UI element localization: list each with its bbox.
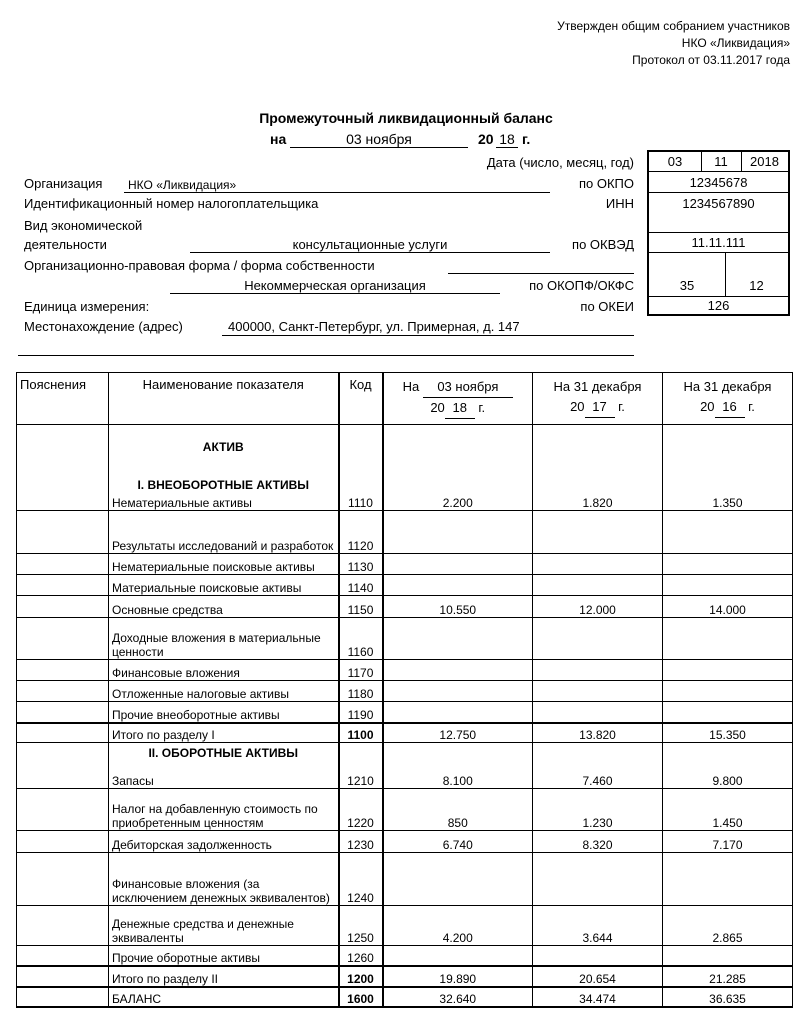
inn-short-label: ИНН [605,196,634,211]
row-value-3 [663,660,793,681]
table-row [17,511,793,554]
section-2: II. ОБОРОТНЫЕ АКТИВЫ [148,746,299,760]
row-name: Отложенные налоговые активы [109,681,339,702]
form-value: Некоммерческая организация [244,278,426,293]
row-code: 1230 [339,831,383,853]
address-label: Местонахождение (адрес) [24,319,183,334]
row-value-2 [533,702,663,723]
inn-label: Идентификационный номер налогоплательщика [24,196,319,211]
org-label: Организация [24,176,103,191]
table-row [17,554,793,575]
row-value-3: 15.350 [663,723,793,743]
row-name: БАЛАНС [109,987,339,1007]
row-name: Запасы [112,774,154,788]
table-row [17,743,793,789]
code-inn: 1234567890 [682,196,755,211]
row-value-1: 10.550 [383,596,533,618]
table-row [17,853,793,906]
row-code: 1220 [339,789,383,831]
row-value-2 [533,618,663,660]
code-date-day: 03 [667,154,683,169]
row-value-3: 7.170 [663,831,793,853]
code-okfs: 12 [749,278,764,293]
row-name: Прочие оборотные активы [109,946,339,966]
row-value-1: 8.100 [383,743,533,789]
row-name: Основные средства [109,596,339,618]
date-day-month: 03 ноября [290,131,468,148]
row-value-1: 32.640 [383,987,533,1007]
section-1: I. ВНЕОБОРОТНЫЕ АКТИВЫ [137,478,310,492]
row-value-3: 36.635 [663,987,793,1007]
row-code: 1180 [339,681,383,702]
approval-line-1: Утвержден общим собранием участников [557,19,790,33]
code-okpo: 12345678 [689,174,748,190]
row-value-2: 3.644 [533,906,663,946]
okopf-label: по ОКОПФ/ОКФС [529,278,634,293]
row-value-1: 12.750 [383,723,533,743]
row-value-3: 14.000 [663,596,793,618]
date-prefix: на [270,131,287,147]
approval-line-3: Протокол от 03.11.2017 года [632,53,790,67]
approval-line-2: НКО «Ликвидация» [681,36,790,50]
table-row-total [17,966,793,987]
code-date-month: 11 [714,154,728,169]
row-value-1 [383,618,533,660]
table-row [17,660,793,681]
header-name: Наименование показателя [109,373,339,425]
code-okved: 11.11.111 [691,235,746,250]
row-value-3 [663,618,793,660]
row-value-2 [533,575,663,596]
row-value-1: 850 [383,789,533,831]
row-value-3: 1.450 [663,789,793,831]
date-year: 18 [496,131,518,148]
org-value: НКО «Ликвидация» [128,178,237,192]
row-value-3: 21.285 [663,966,793,987]
row-code: 1260 [339,946,383,966]
row-value-1 [383,554,533,575]
table-row-balance [17,987,793,1007]
row-value-3 [663,681,793,702]
row-code: 1170 [339,660,383,681]
okei-label: по ОКЕИ [580,299,634,314]
row-code: 1210 [339,743,383,789]
row-value-1 [383,511,533,554]
header-notes: Пояснения [17,373,109,425]
row-value-3 [663,511,793,554]
table-row [17,618,793,660]
table-row [17,575,793,596]
codes-box [647,150,790,316]
row-value-2: 34.474 [533,987,663,1007]
code-date-year: 2018 [750,154,779,169]
header-code: Код [339,373,383,425]
row-name: Налог на добавленную стоимость по приобретенным ценностям [109,789,339,831]
row-value-1 [383,681,533,702]
code-okei: 126 [707,298,730,313]
header-col2: На 31 декабря 20 17 г. [533,373,663,425]
row-value-1: 19.890 [383,966,533,987]
row-name: Денежные средства и денежные эквиваленты [109,906,339,946]
header-col1: На 03 ноября 20 18 г. [383,373,533,425]
table-row [17,702,793,723]
row-code: 1110 [339,425,383,511]
date-label: Дата (число, месяц, год) [486,155,634,170]
row-name: Результаты исследований и разработок [109,511,339,554]
row-code: 1150 [339,596,383,618]
row-code: 1100 [339,723,383,743]
table-row [17,906,793,946]
row-code: 1200 [339,966,383,987]
row-value-1: 4.200 [383,906,533,946]
date-suffix: г. [522,131,531,147]
activity-label-1: Вид экономической [24,218,143,233]
row-value-2: 13.820 [533,723,663,743]
row-name: Нематериальные активы [112,496,252,510]
table-row [17,425,793,511]
row-name: Прочие внеоборотные активы [109,702,339,723]
date-century: 20 [478,131,494,147]
row-value-2: 1.820 [533,425,663,511]
row-value-1 [383,660,533,681]
address-value: 400000, Санкт-Петербург, ул. Примерная, д. 147 [228,319,520,334]
row-value-2 [533,946,663,966]
row-value-2: 1.230 [533,789,663,831]
row-value-1: 6.740 [383,831,533,853]
row-value-1 [383,575,533,596]
form-label: Организационно-правовая форма / форма собственности [24,258,375,273]
row-value-2: 12.000 [533,596,663,618]
row-name: Дебиторская задолженность [109,831,339,853]
section-asset: АКТИВ [202,440,244,454]
table-row [17,596,793,618]
row-code: 1190 [339,702,383,723]
row-code: 1140 [339,575,383,596]
row-value-2 [533,554,663,575]
row-value-2 [533,511,663,554]
row-name: Итого по разделу I [109,723,339,743]
row-code: 1600 [339,987,383,1007]
row-value-3: 9.800 [663,743,793,789]
row-name: Нематериальные поисковые активы [109,554,339,575]
header-col3: На 31 декабря 20 16 г. [663,373,793,425]
row-value-2: 7.460 [533,743,663,789]
row-value-1 [383,702,533,723]
row-code: 1240 [339,853,383,906]
table-row-total [17,723,793,743]
row-name: Финансовые вложения (за исключением денежных эквивалентов) [109,853,339,906]
row-value-3 [663,554,793,575]
row-value-3: 2.865 [663,906,793,946]
okved-label: по ОКВЭД [572,237,634,252]
row-value-2: 8.320 [533,831,663,853]
row-code: 1130 [339,554,383,575]
row-value-2 [533,660,663,681]
table-row [17,681,793,702]
row-value-1 [383,853,533,906]
row-name: Доходные вложения в материальные ценности [109,618,339,660]
okpo-label: по ОКПО [578,176,634,191]
activity-label-2: деятельности [24,237,107,252]
row-value-3 [663,575,793,596]
activity-value: консультационные услуги [292,237,448,252]
row-value-1: 2.200 [383,425,533,511]
row-value-2 [533,681,663,702]
table-row [17,789,793,831]
code-okopf: 35 [679,278,695,293]
row-value-3 [663,946,793,966]
table-row [17,946,793,966]
unit-label: Единица измерения: [24,299,150,314]
row-code: 1250 [339,906,383,946]
row-code: 1160 [339,618,383,660]
table-row [17,831,793,853]
row-code: 1120 [339,511,383,554]
balance-table [16,372,793,1008]
row-value-2: 20.654 [533,966,663,987]
row-value-1 [383,946,533,966]
document-title: Промежуточный ликвидационный баланс [259,110,553,126]
row-value-3 [663,702,793,723]
row-value-3 [663,853,793,906]
row-value-3: 1.350 [663,425,793,511]
row-name: Материальные поисковые активы [109,575,339,596]
row-name: Итого по разделу II [109,966,339,987]
row-value-2 [533,853,663,906]
row-name: Финансовые вложения [109,660,339,681]
